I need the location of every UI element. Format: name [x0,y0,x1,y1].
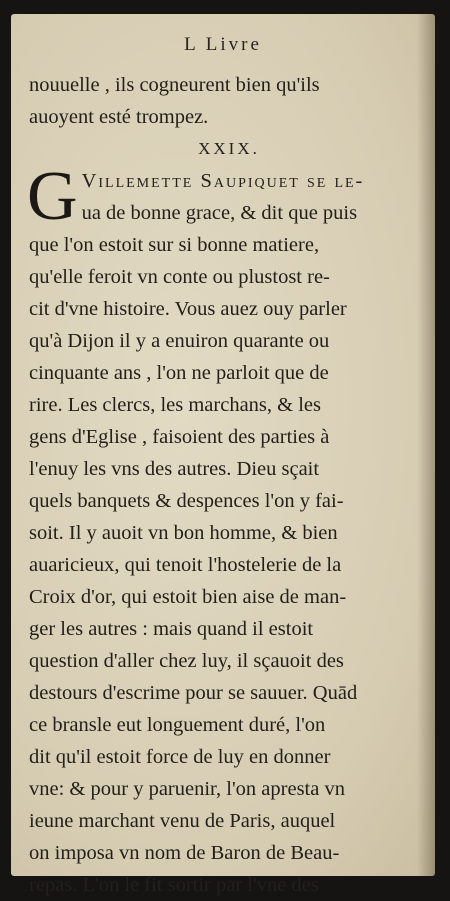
text-line: Croix d'or, qui estoit bien aise de man- [29,586,347,608]
text-line: cit d'vne histoire. Vous auez ouy parler [29,298,347,320]
text-line: l'enuy les vns des autres. Dieu sçait [29,458,320,480]
text-line: on imposa vn nom de Baron de Beau- [29,842,340,864]
text-line: soit. Il y auoit vn bon homme, & bien [29,522,338,544]
text-line: auaricieux, qui tenoit l'hostelerie de la [29,554,342,576]
drop-cap: G [27,158,78,235]
text-line-first [29,165,429,197]
text-line: dit qu'il estoit force de luy en donner [29,746,331,768]
text-line: question d'aller chez luy, il sçauoit des [29,650,344,672]
text-line: nouuelle , ils cogneurent bien qu'ils [29,74,320,96]
text-line: rire. Les clercs, les marchans, & les [29,394,322,416]
text-line: qu'elle feroit vn conte ou plustost re- [29,266,330,288]
text-line: repas. L'on le fit sortir par l'vne des [29,874,319,896]
text-line: que l'on estoit sur si bonne matiere, [29,234,320,256]
page-text [29,69,429,901]
text-line: destours d'escrime pour se sauuer. Quād [29,682,358,704]
text-line: cinquante ans , l'on ne parloit que de [29,362,329,384]
running-head: L Livre [184,34,262,55]
book-page [11,14,435,896]
text-line: ger les autres : mais quand il estoit [29,618,314,640]
text-line: quels banquets & despences l'on y fai- [29,490,344,512]
first-line-text: Villemette Saupiquet se le- [81,170,365,192]
section-number: XXIX. [198,139,260,158]
text-line: qu'à Dijon il y a enuiron quarante ou [29,330,330,352]
paragraph [27,158,429,901]
text-line: gens d'Eglise , faisoient des parties à [29,426,330,448]
text-line: ieune marchant venu de Paris, auquel [29,810,336,832]
text-line: ua de bonne grace, & dit que puis [81,202,358,224]
text-line: auoyent esté trompez. [29,106,209,128]
text-line: vne: & pour y paruenir, l'on apresta vn [29,778,345,800]
text-line: ce bransle eut longuement duré, l'on [29,714,326,736]
